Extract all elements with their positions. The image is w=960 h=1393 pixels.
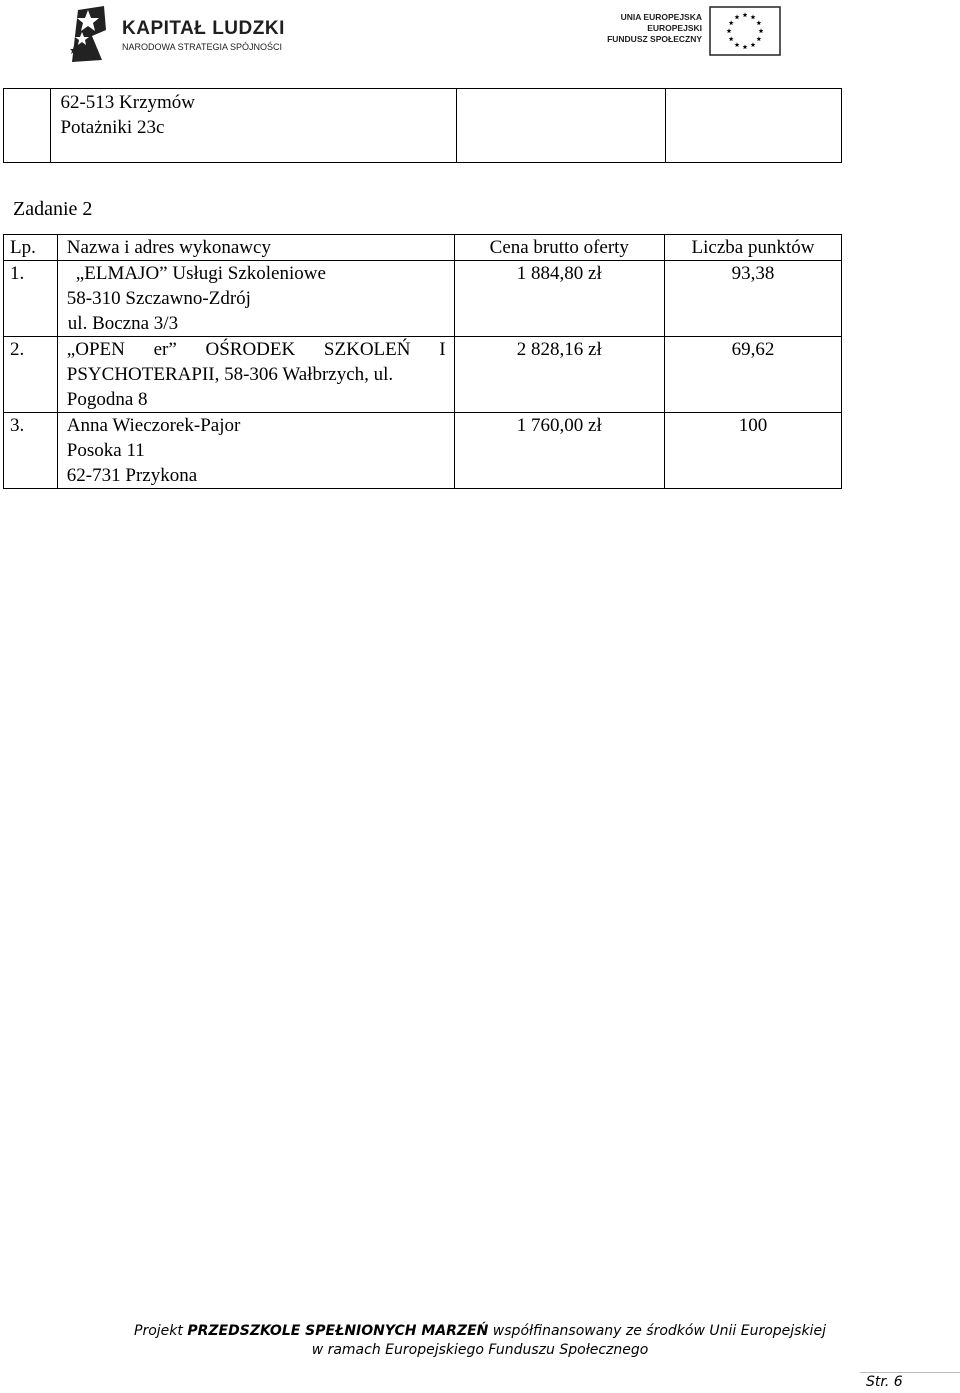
table-cell bbox=[456, 89, 665, 163]
row-name bbox=[57, 413, 454, 489]
eu-star-icon bbox=[735, 42, 740, 47]
footer-line: w ramach Europejskiego Funduszu Społecznego bbox=[311, 1342, 649, 1358]
address-line: 62-513 Krzymów bbox=[60, 92, 195, 113]
eu-logo bbox=[606, 6, 781, 56]
eu-flag-icon bbox=[709, 6, 781, 56]
eu-star-icon bbox=[756, 20, 761, 25]
eu-star-icon bbox=[727, 28, 732, 33]
row-lp: 1. bbox=[4, 261, 58, 337]
task-title: Zadanie 2 bbox=[13, 198, 93, 220]
name-line: PSYCHOTERAPII, 58-306 Wałbrzych, ul. bbox=[66, 364, 394, 385]
eu-star-icon bbox=[743, 44, 748, 49]
row-score: 93,38 bbox=[665, 261, 842, 337]
row-score: 100 bbox=[665, 413, 842, 489]
address-cell bbox=[51, 89, 456, 163]
table-row bbox=[4, 89, 842, 163]
eu-star-icon bbox=[743, 12, 748, 17]
eu-star-icon bbox=[729, 20, 734, 25]
row-price: 1 884,80 zł bbox=[454, 261, 664, 337]
project-name: PRZEDSZKOLE SPEŁNIONYCH MARZEŃ bbox=[187, 1323, 489, 1339]
row-lp: 2. bbox=[4, 337, 58, 413]
address-line: Potażniki 23c bbox=[60, 117, 165, 138]
eu-star-icon bbox=[751, 15, 756, 20]
table-row bbox=[4, 337, 842, 413]
kapital-ludzki-emblem-icon bbox=[62, 2, 118, 66]
footer-line bbox=[0, 1322, 960, 1341]
name-line: „ELMAJO” Usługi Szkoleniowe bbox=[75, 263, 326, 284]
footer-prefix: Projekt bbox=[134, 1323, 188, 1339]
eu-star-icon bbox=[756, 36, 761, 41]
table-cell bbox=[4, 89, 51, 163]
name-line: 58-310 Szczawno-Zdrój bbox=[66, 288, 251, 309]
eu-star-icon bbox=[751, 42, 756, 47]
row-name bbox=[57, 261, 454, 337]
table-cell bbox=[666, 89, 842, 163]
kapital-ludzki-logo bbox=[62, 2, 285, 66]
header-score: Liczba punktów bbox=[665, 235, 842, 261]
page-number: Str. 6 bbox=[866, 1374, 903, 1390]
eu-star-icon bbox=[735, 15, 740, 20]
name-line: Anna Wieczorek-Pajor bbox=[66, 415, 241, 436]
name-line: Posoka 11 bbox=[66, 440, 145, 461]
name-line: ul. Boczna 3/3 bbox=[67, 313, 179, 334]
row-price: 2 828,16 zł bbox=[454, 337, 664, 413]
header-name: Nazwa i adres wykonawcy bbox=[57, 235, 454, 261]
table-row bbox=[4, 413, 842, 489]
name-line: „OPEN er” OŚRODEK SZKOLEŃ I bbox=[66, 339, 446, 360]
previous-entry-table bbox=[3, 88, 842, 163]
row-name bbox=[57, 337, 454, 413]
eu-star-icon bbox=[729, 36, 734, 41]
logo-subtitle: NARODOWA STRATEGIA SPÓJNOŚCI bbox=[122, 42, 283, 52]
table-header-row bbox=[4, 235, 842, 261]
footer-suffix: współfinansowany ze środków Unii Europejskiej bbox=[488, 1323, 826, 1339]
logo-title: KAPITAŁ LUDZKI bbox=[122, 18, 285, 39]
row-price: 1 760,00 zł bbox=[454, 413, 664, 489]
divider bbox=[860, 1372, 960, 1373]
header-lp: Lp. bbox=[4, 235, 58, 261]
name-line: Pogodna 8 bbox=[66, 389, 148, 410]
eu-star-icon bbox=[759, 28, 764, 33]
page-header bbox=[0, 0, 960, 80]
page-footer bbox=[0, 1322, 960, 1360]
offers-table bbox=[3, 234, 842, 489]
eu-logo-text: UNIA EUROPEJSKA EUROPEJSKI FUNDUSZ SPOŁECZNY bbox=[607, 12, 702, 44]
row-lp: 3. bbox=[4, 413, 58, 489]
row-score: 69,62 bbox=[665, 337, 842, 413]
table-row bbox=[4, 261, 842, 337]
name-line: 62-731 Przykona bbox=[66, 465, 198, 486]
header-price: Cena brutto oferty bbox=[454, 235, 664, 261]
